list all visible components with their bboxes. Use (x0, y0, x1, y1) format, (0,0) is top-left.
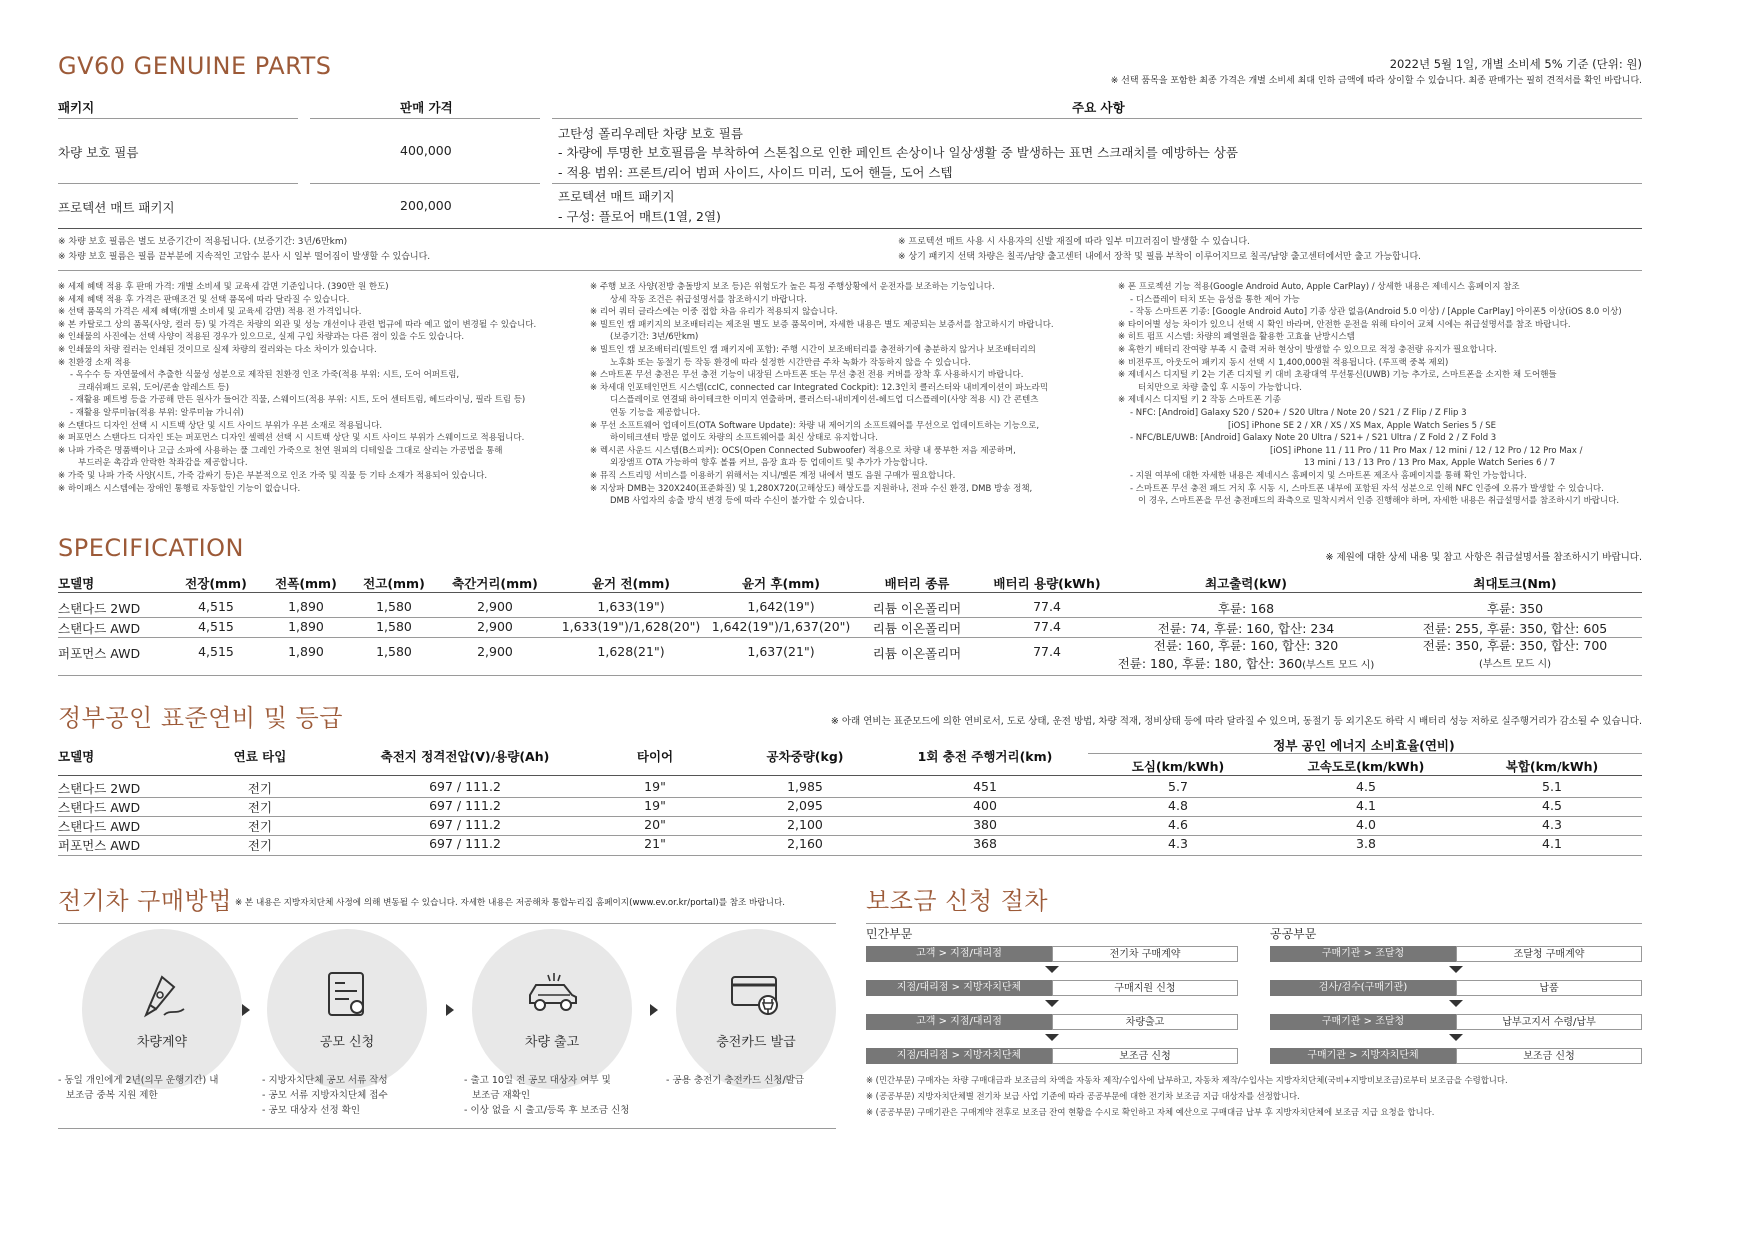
eff-cell: 4.8 (1168, 798, 1188, 813)
parts-row-detail: 프로텍션 매트 패키지 (558, 189, 675, 204)
spec-cell: 1,580 (376, 619, 412, 634)
flow-action: 보조금 신청 (1456, 1048, 1642, 1064)
eff-cell: 1,985 (787, 779, 823, 794)
eff-cell: 21" (644, 836, 666, 851)
eff-header-rule (58, 775, 1642, 776)
note-line: ※ 히트 펌프 시스템: 차량의 폐열원을 활용한 고효율 난방시스템 (1118, 332, 1355, 343)
step-desc-line: - 공모 서류 지방자치단체 접수 (262, 1090, 388, 1101)
spec-cell: 4,515 (198, 599, 234, 614)
note-line: 노후화 또는 동절기 등 작동 환경에 따라 설정한 시간만큼 주차 녹화가 작동하지 않을 수 있습니다. (610, 357, 971, 368)
spec-perf-power2-line (1116, 654, 1376, 672)
subsidy-top-rule (866, 923, 1642, 924)
note-line: ※ 스탠다드 디자인 선택 시 시트백 상단 및 시트 사이드 부위가 우븐 소재로 적용됩니다. (58, 420, 383, 431)
step-desc-line: - 동일 개인에게 2년(의무 운행기간) 내 (58, 1075, 219, 1086)
parts-row-rule (58, 183, 298, 184)
eff-cell: 5.7 (1168, 779, 1188, 794)
note-line: ※ 빌트인 캠 보조배터리(빌트인 캠 패키지에 포함): 주행 시간이 보조배터리를 충전하기에 충분하지 않거나 보조배터리의 (590, 344, 1036, 355)
spec-perf-height: 1,580 (376, 644, 412, 659)
eff-cell: 451 (973, 779, 997, 794)
spec-bottom-rule (58, 675, 1642, 676)
note-line: ※ 비전루프, 아웃도어 패키지 동시 선택 시 1,400,000원 적용됩니다. (루프랙 중복 제외) (1118, 357, 1449, 368)
eff-cell: 2,160 (787, 836, 823, 851)
eff-sub-header: 도심(km/kWh) (1131, 759, 1225, 774)
step-label: 공모 신청 (319, 1035, 375, 1050)
parts-note-left: ※ 차량 보호 필름은 별도 보증기간이 적용됩니다. (보증기간: 3년/6만km) (58, 237, 348, 247)
note-line: - 재활용 페트병 등을 가공해 만든 원사가 들어간 직물, 스웨이드(적용 부위: 시트, 도어 센터트림, 헤드라이닝, 필라 트림 등) (70, 395, 526, 406)
subsidy-private-title: 민간부문 (866, 927, 913, 941)
eff-cell: 19" (644, 779, 666, 794)
parts-header-price: 판매 가격 (400, 100, 453, 115)
parts-row-rule (552, 183, 1642, 184)
step-arrow-icon (650, 1004, 658, 1016)
eff-cell: 4.3 (1542, 817, 1562, 832)
parts-row-price: 400,000 (400, 143, 452, 158)
spec-cell: 1,890 (288, 599, 324, 614)
parts-price-note: ※ 선택 품목을 포함한 최종 가격은 개별 소비세 최대 인하 금액에 따라 상이할 수 있습니다. 최종 판매가는 필히 견적서를 확인 바랍니다. (1110, 76, 1642, 86)
spec-cell: 2,900 (477, 599, 513, 614)
eff-cell: 전기 (247, 781, 273, 796)
flow-down-arrow-icon (1045, 1034, 1059, 1041)
purchase-top-rule (58, 923, 836, 924)
parts-row-name: 프로텍션 매트 패키지 (58, 200, 175, 215)
flow-actor: 구매기관 > 조달청 (1270, 1014, 1456, 1030)
subsidy-note: ※ (공공부문) 구매기관은 구매계약 전후로 보조금 잔여 현황을 수시로 확인하고 자체 예산으로 구매대금 납부 후 지방자치단체에 보조금 지급 요청을 합니다. (866, 1107, 1435, 1117)
spec-header: 축간거리(mm) (452, 576, 538, 591)
spec-perf-width: 1,890 (288, 644, 324, 659)
note-line: - 스마트폰 무선 충전 패드 거치 후 시동 시, 스마트폰 내부에 포함된 자석 성분으로 인해 NFC 인증에 오류가 발생할 수 있습니다. (1130, 483, 1604, 494)
step-arrow-icon (446, 1004, 454, 1016)
spec-perf-power1: 전륜: 160, 후륜: 160, 합산: 320 (1153, 638, 1339, 653)
note-line: - NFC: [Android] Galaxy S20 / S20+ / S20 Ultra / Note 20 / S21 / Z Flip / Z Flip 3 (1130, 407, 1467, 418)
purchase-title: 전기차 구매방법 (58, 887, 232, 915)
eff-cell: 4.0 (1356, 817, 1376, 832)
note-line: - 디스플레이 터치 또는 음성을 통한 제어 가능 (1130, 294, 1300, 305)
flow-action: 납부고지서 수령/납부 (1456, 1014, 1642, 1030)
spec-cell: 전륜: 255, 후륜: 350, 합산: 605 (1422, 621, 1608, 636)
note-line: ※ 하이패스 시스템에는 장애인 통행료 자동할인 기능이 없습니다. (58, 483, 301, 494)
step-desc-line: 보조금 중복 지원 제한 (66, 1090, 158, 1101)
spec-cell: 전륜: 74, 후륜: 160, 합산: 234 (1157, 621, 1335, 636)
spec-header: 전장(mm) (185, 576, 247, 591)
eff-cell: 스탠다드 2WD (58, 781, 141, 796)
step-desc-line: - 출고 10일 전 공모 대상자 여부 및 (464, 1075, 611, 1086)
spec-cell: 77.4 (1033, 599, 1061, 614)
step-label: 차량계약 (136, 1035, 188, 1050)
parts-note-right: ※ 상기 패키지 선택 차량은 칠곡/남양 출고센터 내에서 장착 및 필름 부착이 이루어지므로 칠곡/남양 출고센터에서만 출고 가능합니다. (898, 252, 1422, 262)
note-line: ※ 인쇄물의 차량 컬러는 인쇄된 것이므로 실제 차량의 컬러와는 다소 차이가 있습니다. (58, 344, 377, 355)
step-circle-application (267, 929, 427, 1089)
spec-cell: 1,633(19") (597, 599, 665, 614)
note-line: DMB 사업자의 송출 방식 변경 등에 따라 수신이 불가할 수 있습니다. (610, 496, 865, 507)
eff-cell: 4.1 (1356, 798, 1376, 813)
subsidy-title: 보조금 신청 절차 (866, 887, 1049, 915)
note-line: ※ 렉시콘 사운드 시스템(B스피커): OCS(Open Connected Subwoofer) 적용으로 차량 내 풍부한 저음 제공하며, (590, 445, 1016, 456)
note-line: [iOS] iPhone 11 / 11 Pro / 11 Pro Max / 12 mini / 12 / 12 Pro / 12 Pro Max / (1270, 445, 1583, 456)
flow-action: 차량출고 (1052, 1014, 1238, 1030)
step-desc-line: - 공용 충전기 충전카드 신청/발급 (666, 1075, 805, 1086)
eff-sub-header: 고속도로(km/kWh) (1307, 759, 1425, 774)
eff-cell: 697 / 111.2 (429, 817, 501, 832)
eff-cell: 2,095 (787, 798, 823, 813)
note-line: 외장앰프 OTA 가능하여 향후 볼륨 커브, 음장 효과 등 업데이트 및 추가가 가능합니다. (610, 458, 928, 469)
parts-header-rule-1 (58, 118, 298, 119)
note-line: 크래쉬패드 로워, 도어/콘솔 암레스트 등) (78, 382, 230, 393)
eff-cell: 4.5 (1356, 779, 1376, 794)
note-line: 부드러운 촉감과 안락한 착좌감을 제공합니다. (78, 458, 248, 469)
step-desc-line: - 지방자치단체 공모 서류 작성 (262, 1075, 388, 1086)
flow-actor: 구매기관 > 지방자치단체 (1270, 1048, 1456, 1064)
step-circle-card (676, 929, 836, 1089)
spec-perf-front: 1,628(21") (597, 644, 665, 659)
notes-top-rule (58, 270, 1642, 271)
eff-cell: 전기 (247, 838, 273, 853)
step-arrow-icon (242, 1004, 250, 1016)
eff-cell: 스탠다드 AWD (58, 819, 141, 834)
eff-bottom-rule (58, 855, 1642, 856)
note-line: ※ 나파 가죽은 명품백이나 고급 소파에 사용하는 풀 그레인 가죽으로 천연 원피의 디테일을 그대로 살리는 가공법을 통해 (58, 445, 503, 456)
note-line: 이 경우, 스마트폰을 무선 충전패드의 좌측으로 밀착시켜서 인증 진행해야 하며, 자세한 내용은 취급설명서를 참조하시기 바랍니다. (1138, 496, 1620, 507)
note-line: ※ 인쇄물의 사진에는 선택 사양이 적용된 경우가 있으므로, 실제 구입 차량과는 다른 점이 있을 수도 있습니다. (58, 332, 465, 343)
eff-header: 1회 충전 주행거리(km) (917, 749, 1053, 764)
note-line: - NFC/BLE/UWB: [Android] Galaxy Note 20 Ultra / S21+ / S21 Ultra / Z Fold 2 / Z Fold 3 (1130, 433, 1497, 444)
spec-cell: 리튬 이온폴리머 (872, 621, 962, 636)
eff-header: 연료 타입 (233, 749, 287, 764)
note-line: ※ 스마트폰 무선 충전은 무선 충전 기능이 내장된 스마트폰 또는 무선 충전 전용 커버를 장착 후 사용하시기 바랍니다. (590, 370, 1024, 381)
spec-row-rule (58, 617, 1642, 618)
eff-cell: 20" (644, 817, 666, 832)
spec-note: ※ 제원에 대한 상세 내용 및 참고 사항은 취급설명서를 참조하시기 바랍니다. (1325, 552, 1642, 563)
spec-header: 전고(mm) (363, 576, 425, 591)
note-line: ※ 리어 쿼터 글라스에는 이중 접합 차음 유리가 적용되지 않습니다. (590, 307, 838, 318)
parts-title: GV60 GENUINE PARTS (58, 52, 332, 80)
note-line: - 옥수수 등 자연물에서 추출한 식물성 성분으로 제작된 친환경 인조 가죽(적용 부위: 시트, 도어 어퍼트림, (70, 370, 460, 381)
eff-cell: 4.1 (1542, 836, 1562, 851)
note-line: ※ 퍼포먼스 스탠다드 디자인 또는 퍼포먼스 디자인 셀렉션 선택 시 시트백 상단 및 시트 사이드 부위가 스웨이드로 적용됩니다. (58, 433, 525, 444)
note-line: ※ 무선 소프트웨어 업데이트(OTA Software Update): 차량 내 제어기의 소프트웨어를 무선으로 업데이트하는 기능으로, (590, 420, 1040, 431)
eff-cell: 368 (973, 836, 997, 851)
spec-perf-power2-small: (부스트 모드 시) (1302, 660, 1375, 671)
step-label: 차량 출고 (524, 1035, 580, 1050)
spec-cell: 후륜: 168 (1217, 601, 1275, 616)
eff-cell: 2,100 (787, 817, 823, 832)
note-line: ※ 본 카탈로그 상의 품목(사양, 컬러 등) 및 가격은 차량의 외관 및 성능 개선이나 관련 법규에 따라 예고 없이 변경될 수 있습니다. (58, 319, 537, 330)
spec-header: 최대토크(Nm) (1473, 576, 1557, 591)
flow-down-arrow-icon (1449, 1000, 1463, 1007)
spec-header: 배터리 종류 (884, 576, 950, 591)
note-line: - 지원 여부에 대한 자세한 내용은 제네시스 홈페이지 및 스마트폰 제조사 홈페이지를 통해 확인 가능합니다. (1130, 470, 1527, 481)
note-line: ※ 지상파 DMB는 320X240(표준화질) 및 1,280X720(고해상도) 해상도를 지원하나, 전파 수신 환경, DMB 방송 정책, (590, 483, 1033, 494)
spec-cell: 스탠다드 AWD (58, 621, 141, 636)
subsidy-note: ※ (공공부문) 지방자치단체별 전기차 보급 사업 기준에 따라 공공부문에 대한 전기차 보조금 지급 대상자를 선정합니다. (866, 1091, 1300, 1101)
notes-column-3 (1118, 281, 1643, 508)
eff-cell: 스탠다드 AWD (58, 800, 141, 815)
flow-actor: 지점/대리점 > 지방자치단체 (866, 980, 1052, 996)
spec-cell: 1,633(19")/1,628(20") (561, 619, 701, 634)
eff-cell: 19" (644, 798, 666, 813)
eff-note: ※ 아래 연비는 표준모드에 의한 연비로서, 도로 상태, 운전 방법, 차량 적재, 정비상태 등에 따라 달라질 수 있으며, 동절기 등 외기온도 하락 시 배터리 성능 저하로 실주행거리가 감소될 수 있습니다. (830, 716, 1642, 727)
note-line: ※ 주행 보조 사양(전방 충돌방지 보조 등)은 위험도가 높은 특정 주행상황에서 운전자를 보조하는 기능입니다. (590, 282, 995, 292)
parts-note-left: ※ 차량 보호 필름은 필름 끝부분에 지속적인 고압수 분사 시 일부 떨어짐이 발생할 수 있습니다. (58, 252, 431, 262)
eff-cell: 697 / 111.2 (429, 836, 501, 851)
parts-row-price: 200,000 (400, 198, 452, 213)
note-line: ※ 가죽 및 나파 가죽 사양(시트, 가죽 감싸기 등)은 부분적으로 인조 가죽 및 직물 등 기타 소재가 적용되어 있습니다. (58, 470, 488, 481)
eff-header: 모델명 (58, 749, 95, 764)
spec-perf-torque-small: (부스트 모드 시) (1478, 659, 1552, 670)
note-line: ※ 빌트인 캠 패키지의 보조배터리는 제조원 별도 보증 품목이며, 자세한 내용은 별도 제공되는 보증서를 참고하시기 바랍니다. (590, 319, 1054, 330)
step-circle-contract (82, 929, 242, 1089)
note-line: ※ 세제 혜택 적용 후 가격은 판매조건 및 선택 품목에 따라 달라질 수 있습니다. (58, 294, 350, 305)
parts-header-rule-2 (310, 118, 540, 119)
spec-cell: 77.4 (1033, 619, 1061, 634)
parts-row-detail: - 구성: 플로어 매트(1열, 2열) (558, 209, 721, 224)
spec-cell: 스탠다드 2WD (58, 601, 141, 616)
note-line: ※ 친환경 소재 적용 (58, 357, 131, 368)
note-line: ※ 혹한기 배터리 잔여량 부족 시 출력 저하 현상이 발생할 수 있으므로 적정 충전량 유지가 필요합니다. (1118, 344, 1497, 355)
flow-actor: 고객 > 지점/대리점 (866, 1014, 1052, 1030)
spec-header: 배터리 용량(kWh) (993, 576, 1101, 591)
eff-cell: 697 / 111.2 (429, 798, 501, 813)
document-icon (319, 969, 375, 1019)
note-line: 13 mini / 13 / 13 Pro / 13 Pro Max, Apple Watch Series 6 / 7 (1304, 458, 1556, 469)
note-line: [iOS] iPhone SE 2 / XR / XS / XS Max, Apple Watch Series 5 / SE (1228, 420, 1497, 431)
spec-perf-power2: 전륜: 180, 후륜: 180, 합산: 360 (1117, 656, 1303, 671)
notes-column-2 (590, 281, 1110, 508)
flow-actor: 구매기관 > 조달청 (1270, 946, 1456, 962)
eff-cell: 4.6 (1168, 817, 1188, 832)
step-circle-delivery (472, 929, 632, 1089)
eff-cell: 697 / 111.2 (429, 779, 501, 794)
pen-icon (134, 969, 190, 1019)
eff-cell: 400 (973, 798, 997, 813)
eff-group-header: 정부 공인 에너지 소비효율(연비) (1273, 738, 1455, 753)
eff-cell: 5.1 (1542, 779, 1562, 794)
step-desc-line: - 이상 없을 시 출고/등록 후 보조금 신청 (464, 1105, 630, 1116)
flow-down-arrow-icon (1045, 1000, 1059, 1007)
note-line: 상세 작동 조건은 취급설명서를 참조하시기 바랍니다. (610, 294, 807, 305)
parts-date-note: 2022년 5월 1일, 개별 소비세 5% 기준 (단위: 원) (1389, 57, 1642, 71)
note-line: ※ 차세대 인포테인먼트 시스템(ccIC, connected car Integrated Cockpit): 12.3인치 클러스터와 내비게이션이 파노라믹 (590, 382, 1049, 393)
note-line: - 작동 스마트폰 기종: [Google Android Auto] 기종 상관 없음(Android 5.0 이상) / [Apple CarPlay] 아이폰5 이상(iOS 8.0 이상) (1130, 307, 1622, 318)
note-line: (보증기간: 3년/6만km) (610, 332, 699, 343)
flow-down-arrow-icon (1045, 966, 1059, 973)
note-line: 터치만으로 차량 출입 후 시동이 가능합니다. (1138, 382, 1303, 393)
notes-column-1 (58, 281, 578, 495)
flow-action: 보조금 신청 (1052, 1048, 1238, 1064)
eff-cell: 380 (973, 817, 997, 832)
eff-header: 공차중량(kg) (766, 749, 844, 764)
note-line: 디스플레이로 연결돼 하이테크한 이미지 연출하며, 클러스터-내비게이션-헤드업 디스플레이(사양 적용 시) 간 콘텐츠 (610, 395, 1039, 406)
spec-header: 윤거 후(mm) (741, 576, 821, 591)
charging-card-icon (728, 969, 784, 1019)
spec-cell: 1,890 (288, 619, 324, 634)
note-line: ※ 제네시스 디지털 키 2 작동 스마트폰 기종 (1118, 395, 1281, 406)
flow-action: 납품 (1456, 980, 1642, 996)
parts-row-rule (310, 183, 540, 184)
eff-header: 축전지 정격전압(V)/용량(Ah) (380, 749, 550, 764)
parts-header-rule-3 (552, 118, 1642, 119)
eff-cell: 전기 (247, 819, 273, 834)
note-line: ※ 타이어별 성능 차이가 있으니 선택 시 확인 바라며, 안전한 운전을 위해 타이어 교체 시에는 취급설명서를 참조 바랍니다. (1118, 319, 1571, 330)
parts-row-detail: 고탄성 폴리우레탄 차량 보호 필름 (558, 126, 743, 141)
flow-actor: 지점/대리점 > 지방자치단체 (866, 1048, 1052, 1064)
step-desc-line: - 공모 대상자 선정 확인 (262, 1105, 361, 1116)
spec-header: 윤거 전(mm) (591, 576, 671, 591)
spec-header: 모델명 (58, 576, 95, 591)
spec-cell: 1,642(19") (747, 599, 815, 614)
parts-row-detail: - 차량에 투명한 보호필름을 부착하여 스톤칩으로 인한 페인트 손상이나 일상생활 중 발생하는 표면 스크래치를 예방하는 상품 (558, 145, 1238, 160)
note-line: ※ 폰 프로젝션 기능 적용(Google Android Auto, Apple CarPlay) / 상세한 내용은 제네시스 홈페이지 참조 (1118, 282, 1520, 292)
eff-cell: 전기 (247, 800, 273, 815)
spec-cell: 리튬 이온폴리머 (872, 601, 962, 616)
eff-cell: 퍼포먼스 AWD (58, 838, 141, 853)
spec-perf-battery: 리튬 이온폴리머 (872, 646, 962, 661)
eff-sub-header: 복합(km/kWh) (1505, 759, 1599, 774)
flow-action: 조달청 구매계약 (1456, 946, 1642, 962)
note-line: 연동 기능을 제공합니다. (610, 407, 701, 418)
spec-perf-wheelbase: 2,900 (477, 644, 513, 659)
parts-header-details: 주요 사항 (1072, 100, 1125, 115)
spec-perf-model: 퍼포먼스 AWD (58, 646, 141, 661)
spec-cell: 1,580 (376, 599, 412, 614)
subsidy-public-title: 공공부문 (1270, 927, 1317, 941)
flow-down-arrow-icon (1449, 966, 1463, 973)
eff-cell: 4.5 (1542, 798, 1562, 813)
purchase-note: ※ 본 내용은 지방자치단체 사정에 의해 변동될 수 있습니다. 자세한 내용은 저공해차 통합누리집 홈페이지(www.ev.or.kr/portal)를 참조 바랍니다. (235, 898, 785, 908)
note-line: ※ 세제 혜택 적용 후 판매 가격: 개별 소비세 및 교육세 감면 기준입니다. (390만 원 한도) (58, 282, 389, 292)
parts-bottom-rule (58, 228, 1642, 229)
subsidy-note: ※ (민간부문) 구매자는 차량 구매대금과 보조금의 차액을 자동차 제작/수입사에 납부하고, 자동차 제작/수입사는 지방자치단체(국비+지방비보조금)로부터 보조금을 수령합니다. (866, 1075, 1508, 1085)
flow-down-arrow-icon (1449, 1034, 1463, 1041)
spec-perf-rear: 1,637(21") (747, 644, 815, 659)
spec-header: 최고출력(kW) (1205, 576, 1287, 591)
flow-action: 구매지원 신청 (1052, 980, 1238, 996)
parts-note-right: ※ 프로텍션 매트 사용 시 사용자의 신발 재질에 따라 일부 미끄러짐이 발생할 수 있습니다. (898, 237, 1250, 247)
spec-header: 전폭(mm) (275, 576, 337, 591)
eff-cell: 3.8 (1356, 836, 1376, 851)
spec-cell: 2,900 (477, 619, 513, 634)
parts-row-name: 차량 보호 필름 (58, 145, 139, 160)
eff-cell: 4.3 (1168, 836, 1188, 851)
flow-action: 전기차 구매계약 (1052, 946, 1238, 962)
flow-actor: 고객 > 지점/대리점 (866, 946, 1052, 962)
spec-header-rule (58, 592, 1642, 593)
note-line: - 재활용 알루미늄(적용 부위: 알루미늄 가니쉬) (70, 407, 244, 418)
note-line: 하이테크센터 방문 없이도 차량의 소프트웨어를 최신 상태로 유지합니다. (610, 433, 878, 444)
note-line: ※ 뮤직 스트리밍 서비스를 이용하기 위해서는 지니/멜론 계정 내에서 별도 음원 구매가 필요합니다. (590, 470, 956, 481)
spec-title: SPECIFICATION (58, 534, 244, 562)
note-line: ※ 선택 품목의 가격은 세제 혜택(개별 소비세 및 교육세 감면) 적용 전 가격입니다. (58, 307, 362, 318)
step-desc-line: 보조금 재확인 (472, 1090, 531, 1101)
eff-header: 타이어 (636, 749, 674, 764)
flow-actor: 검사/검수(구매기관) (1270, 980, 1456, 996)
spec-perf-torque1: 전륜: 350, 후륜: 350, 합산: 700 (1422, 638, 1608, 653)
parts-header-package: 패키지 (58, 100, 95, 115)
spec-cell: 4,515 (198, 619, 234, 634)
spec-cell: 후륜: 350 (1486, 601, 1544, 616)
spec-perf-capacity: 77.4 (1033, 644, 1061, 659)
parts-row-detail: - 적용 범위: 프론트/리어 범퍼 사이드, 사이드 미러, 도어 핸들, 도어 스텝 (558, 165, 953, 180)
car-icon (524, 969, 580, 1019)
spec-cell: 1,642(19")/1,637(20") (711, 619, 851, 634)
eff-title: 정부공인 표준연비 및 등급 (58, 704, 343, 732)
eff-group-rule (1088, 753, 1642, 754)
note-line: ※ 제네시스 디지털 키 2는 기존 디지털 키 대비 초광대역 무선통신(UWB) 기능 추가로, 스마트폰을 소지한 채 도어핸들 (1118, 370, 1557, 381)
purchase-bottom-rule (58, 1128, 836, 1129)
step-label: 충전카드 발급 (716, 1035, 796, 1050)
spec-perf-length: 4,515 (198, 644, 234, 659)
